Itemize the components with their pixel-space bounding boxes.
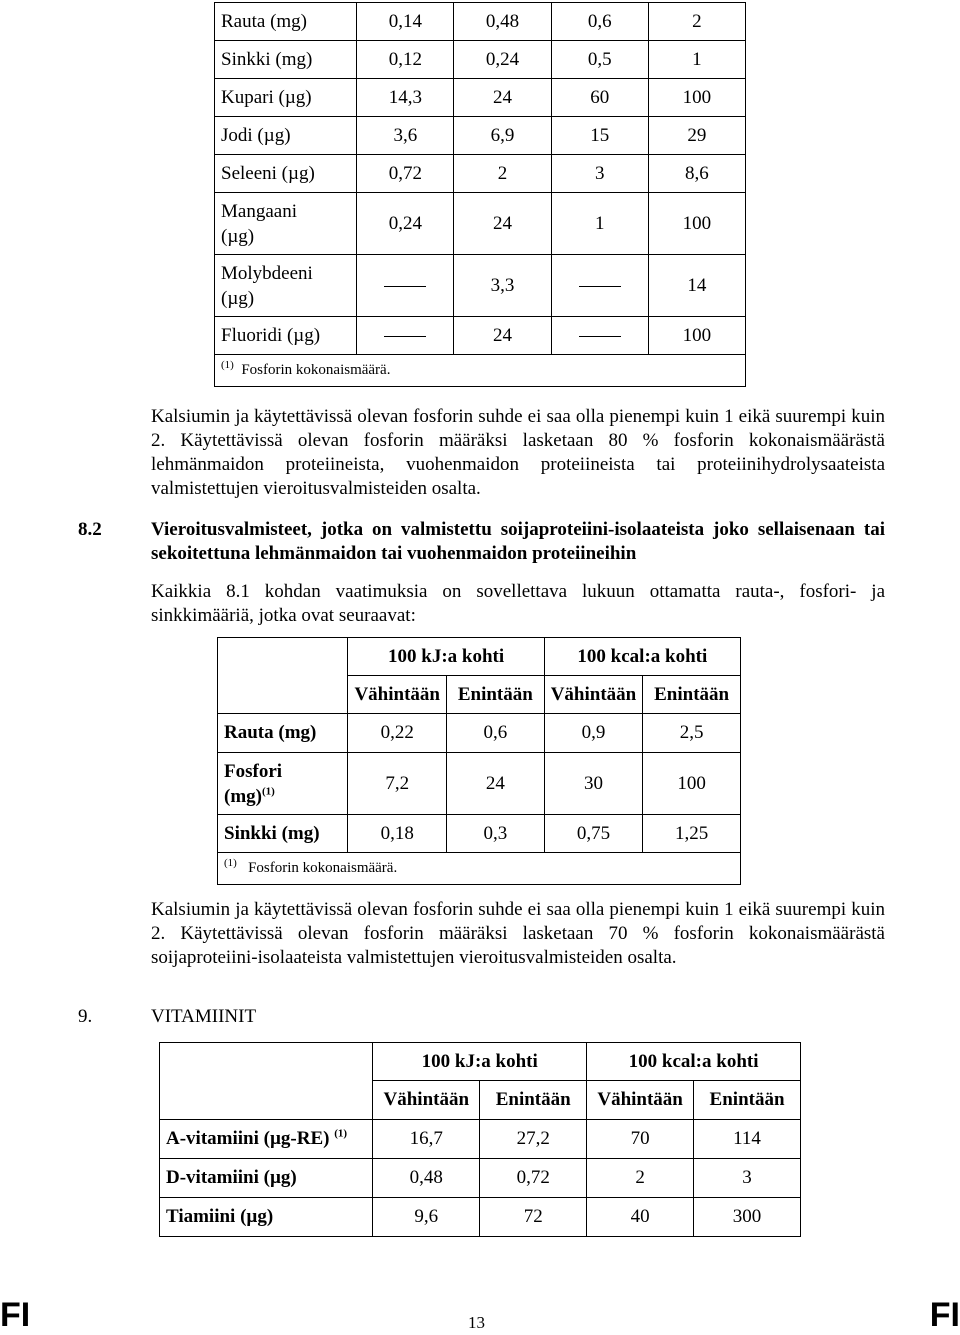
footnote-ref: (1) [261, 785, 275, 798]
cell: 0,48 [454, 3, 551, 41]
cell: 6,9 [454, 117, 551, 155]
header-min: Vähintään [544, 676, 643, 714]
cell: 0,6 [551, 3, 648, 41]
table-row [215, 79, 746, 117]
cell: 3,6 [357, 117, 454, 155]
row-label: Sinkki (mg) [218, 815, 348, 853]
row-label-line2: (mg) [224, 785, 262, 807]
row-label: D-vitamiini (µg) [160, 1159, 373, 1198]
header-per-kcal: 100 kcal:a kohti [587, 1043, 801, 1081]
cell: 1 [551, 193, 648, 255]
paragraph-ca-p-ratio-1: Kalsiumin ja käytettävissä olevan fosforin suhde ei saa olla pienempi kuin 1 eikä suurempi kuin 2. Käytettävissä olevan fosforin määräksi lasketaan 80 % fosforin kokonaismäärästä lehmänmaidon proteiineista, vuohenmaidon proteiineista tai proteiinihydrolysaateista valmistettujen vieroitusvalmisteiden osalta. [151, 406, 885, 499]
table-row [160, 1159, 801, 1198]
table-row [215, 317, 746, 355]
cell: 1 [648, 41, 745, 79]
header-max: Enintään [446, 676, 544, 714]
cell: 24 [454, 317, 551, 355]
cell: 3,3 [454, 255, 551, 317]
cell: 0,18 [348, 815, 447, 853]
cell: 70 [587, 1120, 694, 1159]
table-footnote [215, 355, 746, 387]
paragraph-requirements: Kaikkia 8.1 kohdan vaatimuksia on sovellettava lukuun ottamatta rauta-, fosfori- ja sinkkimääriä, jotka ovat seuraavat: [151, 581, 885, 626]
cell: 0,24 [357, 193, 454, 255]
row-label: Seleeni (µg) [215, 155, 357, 193]
vitamins-table [159, 1042, 801, 1237]
page-number: 13 [468, 1313, 485, 1332]
table-footnote-row [218, 853, 741, 885]
table-row [215, 155, 746, 193]
cell: 30 [544, 753, 643, 815]
row-label-text: A-vitamiini (µg-RE) [166, 1128, 330, 1149]
cell: 7,2 [348, 753, 447, 815]
header-per-kj: 100 kJ:a kohti [348, 638, 544, 676]
section-number: 8.2 [78, 519, 102, 540]
cell: 3 [551, 155, 648, 193]
cell: 14,3 [357, 79, 454, 117]
cell: 100 [643, 753, 741, 815]
cell: 2 [454, 155, 551, 193]
cell: 27,2 [480, 1120, 587, 1159]
cell-dash [551, 317, 648, 355]
cell-dash [357, 255, 454, 317]
table-header-row [160, 1043, 801, 1081]
row-label-line1: Fosfori [224, 760, 283, 782]
row-label: Rauta (mg) [215, 3, 357, 41]
cell: 0,75 [544, 815, 643, 853]
row-label [215, 193, 357, 255]
row-label: Sinkki (mg) [215, 41, 357, 79]
cell: 0,5 [551, 41, 648, 79]
table-row [218, 815, 741, 853]
footnote-text: Fosforin kokonaismäärä. [248, 860, 398, 876]
row-label: Kupari (µg) [215, 79, 357, 117]
cell: 2 [587, 1159, 694, 1198]
cell: 300 [694, 1198, 801, 1237]
table-footnote-row [215, 355, 746, 387]
section-number: 9. [78, 1006, 93, 1027]
section-title: VITAMIINIT [151, 1006, 257, 1027]
minerals-table-continued [214, 2, 746, 387]
cell: 0,12 [357, 41, 454, 79]
footnote-marker: (1) [221, 359, 234, 371]
table-row [215, 255, 746, 317]
cell: 9,6 [373, 1198, 480, 1237]
section-title: Vieroitusvalmisteet, jotka on valmistettu soijaproteiini-isolaateista joko sellaisenaan tai sekoitettuna lehmänmaidon tai vuohenmaidon proteiineihin [151, 519, 885, 564]
cell: 0,72 [480, 1159, 587, 1198]
cell: 72 [480, 1198, 587, 1237]
cell: 100 [648, 193, 745, 255]
footnote-ref: (1) [334, 1127, 348, 1140]
row-label [215, 255, 357, 317]
table-footnote [218, 853, 741, 885]
table-row [218, 714, 741, 753]
table-row [215, 3, 746, 41]
cell: 24 [454, 79, 551, 117]
table-row [215, 117, 746, 155]
header-min: Vähintään [373, 1081, 480, 1120]
table-row [218, 753, 741, 815]
cell: 8,6 [648, 155, 745, 193]
cell: 60 [551, 79, 648, 117]
empty-header-cell [218, 638, 348, 714]
row-label [218, 753, 348, 815]
cell: 16,7 [373, 1120, 480, 1159]
row-label: Tiamiini (µg) [160, 1198, 373, 1237]
header-max: Enintään [694, 1081, 801, 1120]
footer-language-left: FI [0, 1296, 31, 1334]
paragraph-ca-p-ratio-2: Kalsiumin ja käytettävissä olevan fosforin suhde ei saa olla pienempi kuin 1 eikä suurempi kuin 2. Käytettävissä olevan fosforin määräksi lasketaan 70 % fosforin kokonaismäärästä soijaproteiini-isolaateista valmistettujen vieroitusvalmisteiden osalta. [151, 899, 885, 968]
cell: 15 [551, 117, 648, 155]
cell-dash [357, 317, 454, 355]
cell: 114 [694, 1120, 801, 1159]
cell: 0,24 [454, 41, 551, 79]
cell: 0,3 [446, 815, 544, 853]
row-label: Jodi (µg) [215, 117, 357, 155]
cell: 40 [587, 1198, 694, 1237]
soy-minerals-table [217, 637, 741, 885]
footnote-text: Fosforin kokonaismäärä. [241, 362, 391, 378]
table-row [160, 1120, 801, 1159]
cell: 0,14 [357, 3, 454, 41]
cell: 29 [648, 117, 745, 155]
cell: 1,25 [643, 815, 741, 853]
header-min: Vähintään [587, 1081, 694, 1120]
cell: 0,72 [357, 155, 454, 193]
cell: 24 [454, 193, 551, 255]
table-row [215, 41, 746, 79]
header-min: Vähintään [348, 676, 447, 714]
row-label-line2: (µg) [221, 287, 255, 309]
cell: 100 [648, 79, 745, 117]
cell: 0,48 [373, 1159, 480, 1198]
cell-dash [551, 255, 648, 317]
section-heading-8-2 [78, 518, 885, 564]
row-label-line1: Mangaani [221, 200, 297, 222]
table-row [160, 1198, 801, 1237]
cell: 14 [648, 255, 745, 317]
cell: 2 [648, 3, 745, 41]
header-per-kcal: 100 kcal:a kohti [544, 638, 740, 676]
table-row [215, 193, 746, 255]
cell: 24 [446, 753, 544, 815]
cell: 100 [648, 317, 745, 355]
row-label-line1: Molybdeeni [221, 262, 313, 284]
cell: 0,9 [544, 714, 643, 753]
cell: 0,6 [446, 714, 544, 753]
header-per-kj: 100 kJ:a kohti [373, 1043, 587, 1081]
header-max: Enintään [480, 1081, 587, 1120]
table-header-row [218, 638, 741, 676]
footnote-marker: (1) [224, 857, 237, 869]
cell: 3 [694, 1159, 801, 1198]
row-label: Rauta (mg) [218, 714, 348, 753]
cell: 0,22 [348, 714, 447, 753]
footer-language-right: FI [929, 1296, 960, 1334]
header-max: Enintään [643, 676, 741, 714]
row-label: Fluoridi (µg) [215, 317, 357, 355]
row-label-line2: (µg) [221, 225, 255, 247]
section-heading-9 [78, 1006, 256, 1028]
row-label [160, 1120, 373, 1159]
cell: 2,5 [643, 714, 741, 753]
empty-header-cell [160, 1043, 373, 1120]
